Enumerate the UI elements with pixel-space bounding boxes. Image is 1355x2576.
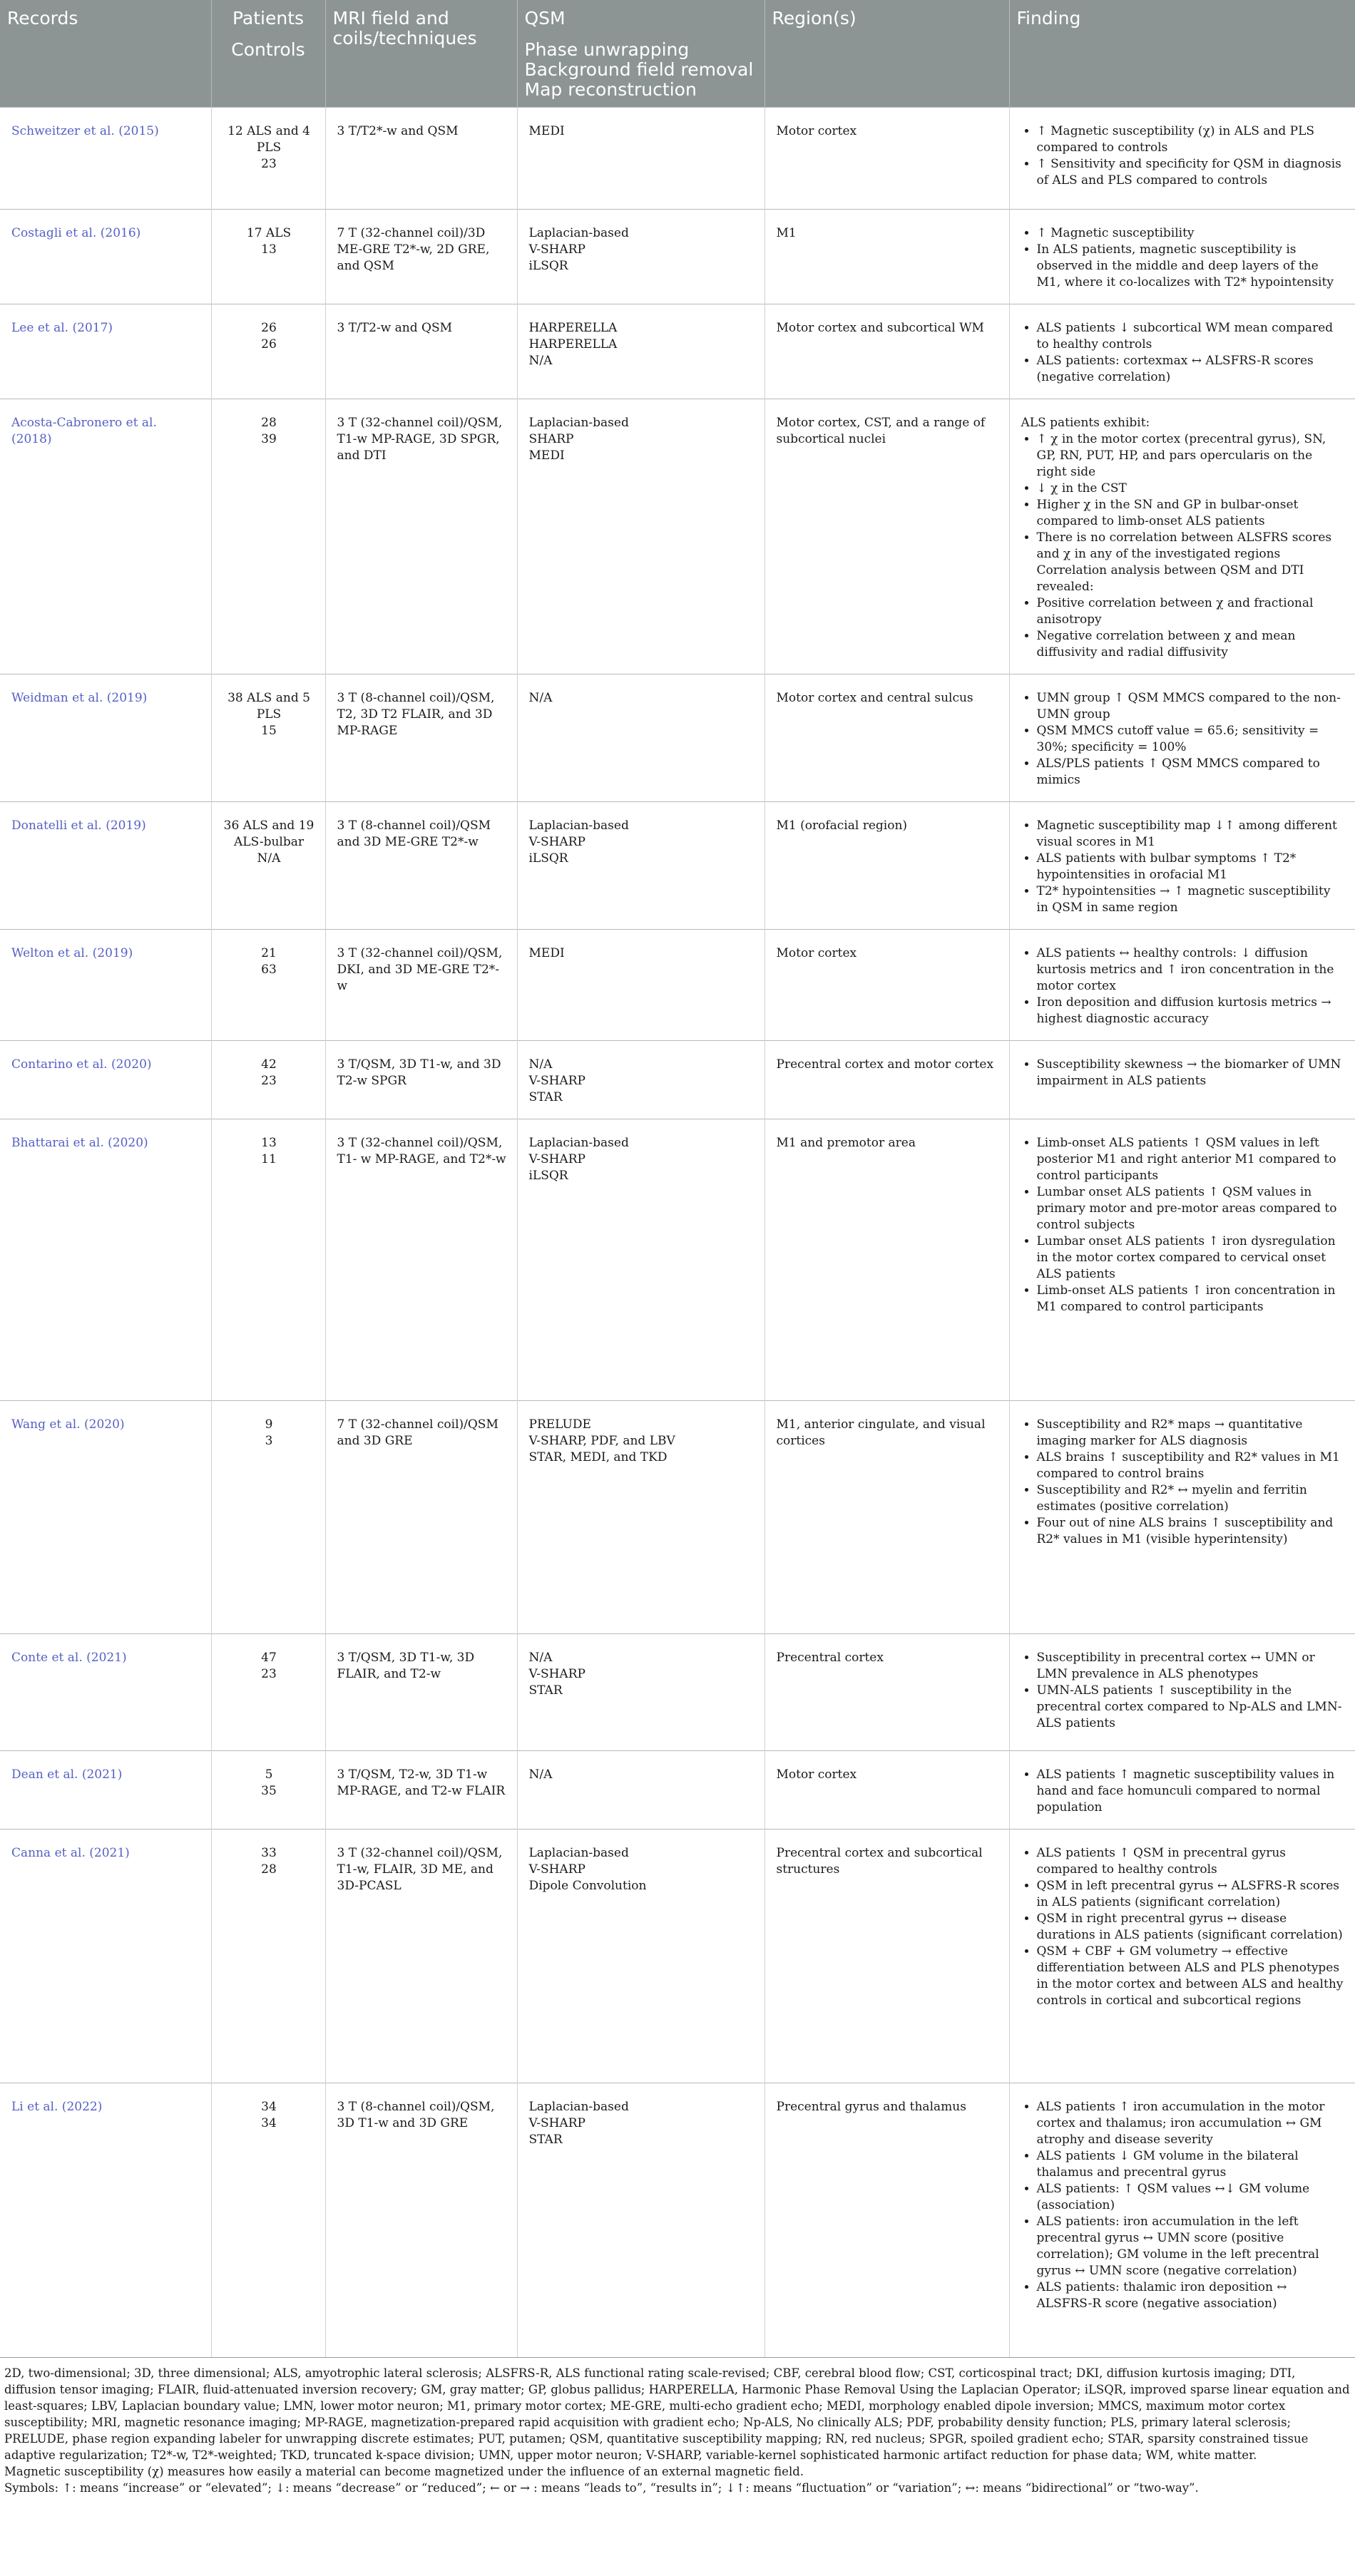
qsm-method: V-SHARP: [528, 835, 586, 849]
mri-cell: 3 T (32-channel coil)/QSM, T1- w MP-RAGE, and T2*-w: [325, 1119, 517, 1401]
table-row: [0, 108, 1355, 210]
finding-cell: [1009, 1751, 1355, 1830]
record-cell: [0, 1634, 211, 1751]
count-value: 5: [265, 1767, 273, 1782]
finding-item: • ↑ Magnetic susceptibility (χ) in ALS and PLS compared to controls: [1037, 123, 1346, 156]
header-qsm-title: QSM: [524, 8, 566, 29]
qsm-method: iLSQR: [528, 1169, 568, 1183]
qsm-method-cell: [517, 399, 765, 674]
qsm-method: Dipole Convolution: [528, 1879, 647, 1893]
qsm-method: iLSQR: [528, 259, 568, 273]
footnote-abbreviations: 2D, two-dimensional; 3D, three dimensional; ALS, amyotrophic lateral sclerosis; ALSFRS-R, ALS functional rating scale-revised; CBF, cerebral blood flow; CST, corticospinal tract; DKI, diffusion kurtosis imaging; DTI, diffusion tensor imaging; FLAIR, fluid-attenuated inversion recovery; GM, gray matter; GP, globus pallidus; HARPERELLA, Harmonic Phase Removal Using the Laplacian Operator; iLSQR, improved sparse linear equation and least-squares; LBV, Laplacian boundary value; LMN, lower motor neuron; M1, primary motor cortex; ME-GRE, multi-echo gradient echo; MEDI, morphology enabled dipole inversion; MMCS, maximum motor cortex susceptibility; MRI, magnetic resonance imaging; MP-RAGE, magnetization-prepared rapid acquisition with gradient echo; Np-ALS, No clinically ALS; PDF, probability density function; PLS, primary lateral sclerosis; PRELUDE, phase region expanding labeler for unwrapping discrete estimates; PUT, putamen; QSM, quantitative susceptibility mapping; RN, red nucleus; SPGR, spoiled gradient echo; STAR, sparsity constrained tissue adaptive regularization; T2*-w, T2*-weighted; TKD, truncated k-space division; UMN, upper motor neuron; V-SHARP, variable-kernel sophisticated harmonic artifact reduction for phase data; WM, white matter.: [4, 2366, 1350, 2462]
count-value: 63: [261, 963, 277, 977]
region-cell: Precentral cortex and subcortical structures: [765, 1830, 1009, 2083]
footnote-susceptibility: Magnetic susceptibility (χ) measures how easily a material can become magnetized under the influence of an external magnetic field.: [4, 2464, 804, 2478]
count-value: 23: [261, 1074, 277, 1088]
qsm-method: STAR: [528, 1683, 563, 1698]
count-value: 23: [261, 157, 277, 171]
qsm-method-cell: [517, 802, 765, 930]
finding-item: • There is no correlation between ALSFRS scores and χ in any of the investigated regions Correlation analysis between QSM and DTI revealed:: [1037, 530, 1346, 595]
qsm-method: N/A: [528, 354, 553, 368]
record-cell: [0, 1401, 211, 1634]
patients-controls-cell: [211, 1041, 325, 1119]
mri-cell: 7 T (32-channel coil)/QSM and 3D GRE: [325, 1401, 517, 1634]
region-cell: Motor cortex: [765, 930, 1009, 1041]
record-citation-link[interactable]: Welton et al. (2019): [11, 946, 133, 960]
finding-item: • UMN group ↑ QSM MMCS compared to the non-UMN group: [1037, 690, 1346, 723]
qsm-method-cell: [517, 1751, 765, 1830]
record-citation-link[interactable]: Weidman et al. (2019): [11, 691, 148, 705]
qsm-method: N/A: [528, 1767, 553, 1782]
finding-list: [1021, 1650, 1346, 1732]
patients-controls-cell: [211, 2083, 325, 2357]
qsm-method-cell: [517, 304, 765, 399]
finding-item: • Iron deposition and diffusion kurtosis metrics → highest diagnostic accuracy: [1037, 995, 1346, 1027]
qsm-method: V-SHARP: [528, 2116, 586, 2130]
table-row: [0, 304, 1355, 399]
finding-item: • ALS patients: ↑ QSM values ↔↓ GM volume (association): [1037, 2181, 1346, 2214]
qsm-method: HARPERELLA: [528, 321, 618, 335]
finding-cell: [1009, 210, 1355, 304]
record-cell: [0, 304, 211, 399]
qsm-method: V-SHARP: [528, 242, 586, 257]
region-cell: M1, anterior cingulate, and visual cortices: [765, 1401, 1009, 1634]
qsm-method-cell: [517, 1830, 765, 2083]
qsm-method: Laplacian-based: [528, 1136, 629, 1150]
record-citation-link[interactable]: Bhattarai et al. (2020): [11, 1136, 148, 1150]
finding-item: • QSM + CBF + GM volumetry → effective differentiation between ALS and PLS phenotypes in the motor cortex and between ALS and healthy controls in cortical and subcortical regions: [1037, 1944, 1346, 2009]
finding-list: [1021, 225, 1346, 291]
qsm-method: V-SHARP: [528, 1152, 586, 1166]
finding-item: • ALS patients ↑ magnetic susceptibility values in hand and face homunculi compared to normal population: [1037, 1767, 1346, 1816]
count-value: 38 ALS and 5 PLS: [227, 691, 310, 722]
region-cell: M1 and premotor area: [765, 1119, 1009, 1401]
header-regions: Region(s): [765, 0, 1009, 108]
qsm-method-cell: [517, 108, 765, 210]
qsm-method: STAR: [528, 1090, 563, 1104]
table-row: [0, 1041, 1355, 1119]
qsm-method: MEDI: [528, 448, 565, 463]
patients-controls-cell: [211, 1634, 325, 1751]
finding-item: • In ALS patients, magnetic susceptibility is observed in the middle and deep layers of the M1, where it co-localizes with T2* hypointensity: [1037, 242, 1346, 291]
qsm-method: SHARP: [528, 432, 574, 446]
region-cell: Motor cortex and central sulcus: [765, 674, 1009, 802]
finding-item: • Four out of nine ALS brains ↑ susceptibility and R2* values in M1 (visible hyperintensity): [1037, 1515, 1346, 1548]
mri-cell: 3 T (8-channel coil)/QSM, T2, 3D T2 FLAIR, and 3D MP-RAGE: [325, 674, 517, 802]
qsm-method: N/A: [528, 1651, 553, 1665]
qsm-method-cell: [517, 1041, 765, 1119]
record-citation-link[interactable]: Li et al. (2022): [11, 2100, 103, 2114]
count-value: 13: [261, 242, 277, 257]
finding-list: [1021, 320, 1346, 386]
count-value: 39: [261, 432, 277, 446]
patients-controls-cell: [211, 304, 325, 399]
count-value: 36 ALS and 19: [223, 819, 315, 833]
record-cell: [0, 1830, 211, 2083]
header-mri: MRI field and coils/techniques: [325, 0, 517, 108]
finding-item: • Susceptibility and R2* ↔ myelin and ferritin estimates (positive correlation): [1037, 1482, 1346, 1515]
patients-controls-cell: [211, 1119, 325, 1401]
patients-controls-cell: [211, 108, 325, 210]
finding-cell: [1009, 930, 1355, 1041]
footnote-symbols: Symbols: ↑: means “increase” or “elevated”; ↓: means “decrease” or “reduced”; ← or → : means “leads to”, “results in”; ↓↑: means “fluctuation” or “variation”; ↔: means “bidirectional” or “two-way”.: [4, 2480, 1199, 2495]
finding-cell: [1009, 802, 1355, 930]
region-cell: M1: [765, 210, 1009, 304]
qsm-method: N/A: [528, 1057, 553, 1072]
qsm-method-cell: [517, 1119, 765, 1401]
finding-item: • Lumbar onset ALS patients ↑ QSM values in primary motor and pre-motor areas compared to control subjects: [1037, 1184, 1346, 1233]
qsm-method-cell: [517, 674, 765, 802]
count-value: 3: [265, 1434, 273, 1448]
qsm-method: STAR, MEDI, and TKD: [528, 1450, 668, 1464]
mri-cell: 3 T (32-channel coil)/QSM, DKI, and 3D ME-GRE T2*-w: [325, 930, 517, 1041]
table-row: [0, 1830, 1355, 2083]
record-cell: [0, 674, 211, 802]
record-citation-link[interactable]: Donatelli et al. (2019): [11, 819, 146, 833]
table-row: [0, 210, 1355, 304]
record-cell: [0, 108, 211, 210]
table-body: [0, 108, 1355, 2357]
mri-cell: 3 T/QSM, 3D T1-w, and 3D T2-w SPGR: [325, 1041, 517, 1119]
finding-item: • UMN-ALS patients ↑ susceptibility in the precentral cortex compared to Np-ALS and LMN-ALS patients: [1037, 1683, 1346, 1732]
table-row: [0, 802, 1355, 930]
region-cell: Motor cortex and subcortical WM: [765, 304, 1009, 399]
count-value: 26: [261, 337, 277, 351]
mri-cell: 3 T (32-channel coil)/QSM, T1-w, FLAIR, 3D ME, and 3D-PCASL: [325, 1830, 517, 2083]
qsm-method: V-SHARP: [528, 1667, 586, 1681]
header-qsm-sub: Map reconstruction: [524, 79, 697, 100]
finding-item: • ALS patients: thalamic iron deposition ↔ ALSFRS-R score (negative association): [1037, 2279, 1346, 2312]
count-value: 12 ALS and 4 PLS: [227, 124, 310, 155]
finding-item: • Limb-onset ALS patients ↑ QSM values in left posterior M1 and right anterior M1 compared to control participants: [1037, 1135, 1346, 1184]
patients-controls-cell: [211, 1830, 325, 2083]
count-value: 34: [261, 2116, 277, 2130]
finding-item: • T2* hypointensities → ↑ magnetic susceptibility in QSM in same region: [1037, 883, 1346, 916]
region-cell: Motor cortex: [765, 1751, 1009, 1830]
finding-item: • ALS patients: iron accumulation in the left precentral gyrus ↔ UMN score (positive correlation); GM volume in the left precentral gyrus ↔ UMN score (negative correlation): [1037, 2214, 1346, 2279]
table-row: [0, 1751, 1355, 1830]
mri-cell: 3 T (8-channel coil)/QSM and 3D ME-GRE T2*-w: [325, 802, 517, 930]
finding-cell: [1009, 1634, 1355, 1751]
count-value: 33: [261, 1846, 277, 1860]
header-patients-controls: [211, 0, 325, 108]
patients-controls-cell: [211, 210, 325, 304]
finding-item: • ↑ Sensitivity and specificity for QSM in diagnosis of ALS and PLS compared to controls: [1037, 156, 1346, 189]
record-citation-link[interactable]: Wang et al. (2020): [11, 1417, 125, 1432]
mri-cell: 3 T (32-channel coil)/QSM, T1-w MP-RAGE, 3D SPGR, and DTI: [325, 399, 517, 674]
mri-cell: 3 T (8-channel coil)/QSM, 3D T1-w and 3D GRE: [325, 2083, 517, 2357]
finding-list: [1021, 690, 1346, 789]
record-cell: [0, 399, 211, 674]
table-row: [0, 2083, 1355, 2357]
count-value: 17 ALS: [246, 226, 292, 240]
finding-list: [1021, 123, 1346, 189]
record-citation-link[interactable]: Dean et al. (2021): [11, 1767, 123, 1782]
qsm-method: V-SHARP: [528, 1074, 586, 1088]
finding-cell: [1009, 2083, 1355, 2357]
finding-item: • ALS patients ↓ GM volume in the bilateral thalamus and precentral gyrus: [1037, 2148, 1346, 2181]
finding-item: • ALS patients ↑ QSM in precentral gyrus compared to healthy controls: [1037, 1845, 1346, 1878]
finding-item: • Positive correlation between χ and fractional anisotropy: [1037, 595, 1346, 628]
finding-item: • QSM in left precentral gyrus ↔ ALSFRS-R scores in ALS patients (significant correlation): [1037, 1878, 1346, 1911]
finding-item: • QSM in right precentral gyrus ↔ disease durations in ALS patients (significant correlation): [1037, 1911, 1346, 1944]
finding-item: • ↓ χ in the CST: [1037, 481, 1346, 497]
qsm-method: Laplacian-based: [528, 226, 629, 240]
finding-list: [1021, 1767, 1346, 1816]
mri-cell: 3 T/QSM, T2-w, 3D T1-w MP-RAGE, and T2-w FLAIR: [325, 1751, 517, 1830]
count-value: 35: [261, 1784, 277, 1798]
finding-item: • ALS patients ↑ iron accumulation in the motor cortex and thalamus; iron accumulation ↔ GM atrophy and disease severity: [1037, 2099, 1346, 2148]
count-value: 26: [261, 321, 277, 335]
header-patients: Patients: [232, 8, 305, 29]
qsm-method: STAR: [528, 2133, 563, 2147]
record-cell: [0, 802, 211, 930]
qsm-method: V-SHARP, PDF, and LBV: [528, 1434, 675, 1448]
finding-item: • ALS/PLS patients ↑ QSM MMCS compared to mimics: [1037, 756, 1346, 789]
count-value: 47: [261, 1651, 277, 1665]
finding-cell: [1009, 1119, 1355, 1401]
finding-item: • ↑ χ in the motor cortex (precentral gyrus), SN, GP, RN, PUT, HP, and pars opercularis on the right side: [1037, 431, 1346, 481]
mri-cell: 3 T/T2-w and QSM: [325, 304, 517, 399]
header-finding: Finding: [1009, 0, 1355, 108]
region-cell: M1 (orofacial region): [765, 802, 1009, 930]
count-value: ALS-bulbar: [234, 835, 304, 849]
qsm-method: Laplacian-based: [528, 2100, 629, 2114]
qsm-method: iLSQR: [528, 851, 568, 866]
finding-item: • Higher χ in the SN and GP in bulbar-onset compared to limb-onset ALS patients: [1037, 497, 1346, 530]
qsm-method: Laplacian-based: [528, 1846, 629, 1860]
patients-controls-cell: [211, 1751, 325, 1830]
finding-cell: [1009, 304, 1355, 399]
record-citation-link[interactable]: Costagli et al. (2016): [11, 226, 141, 240]
record-cell: [0, 210, 211, 304]
finding-list: [1021, 1845, 1346, 2009]
table-header: [0, 0, 1355, 108]
record-citation-link[interactable]: Schweitzer et al. (2015): [11, 124, 159, 138]
count-value: 13: [261, 1136, 277, 1150]
region-cell: Precentral cortex and motor cortex: [765, 1041, 1009, 1119]
table-row: [0, 674, 1355, 802]
finding-list: [1021, 1417, 1346, 1548]
patients-controls-cell: [211, 674, 325, 802]
record-citation-link[interactable]: Acosta-Cabronero et al. (2018): [11, 416, 157, 446]
finding-item: • ALS brains ↑ susceptibility and R2* values in M1 compared to control brains: [1037, 1449, 1346, 1482]
record-cell: [0, 1119, 211, 1401]
finding-list: [1021, 818, 1346, 916]
patients-controls-cell: [211, 802, 325, 930]
header-records: Records: [0, 0, 211, 108]
finding-cell: [1009, 674, 1355, 802]
finding-item: • ALS patients with bulbar symptoms ↑ T2* hypointensities in orofacial M1: [1037, 851, 1346, 883]
finding-item: • Susceptibility in precentral cortex ↔ UMN or LMN prevalence in ALS phenotypes: [1037, 1650, 1346, 1683]
count-value: 23: [261, 1667, 277, 1681]
table-row: [0, 399, 1355, 674]
record-citation-link[interactable]: Lee et al. (2017): [11, 321, 113, 335]
mri-cell: 7 T (32-channel coil)/3D ME-GRE T2*-w, 2D GRE, and QSM: [325, 210, 517, 304]
qsm-method: V-SHARP: [528, 1862, 586, 1877]
patients-controls-cell: [211, 930, 325, 1041]
record-citation-link[interactable]: Conte et al. (2021): [11, 1651, 127, 1665]
patients-controls-cell: [211, 399, 325, 674]
finding-item: • Lumbar onset ALS patients ↑ iron dysregulation in the motor cortex compared to cervical onset ALS patients: [1037, 1233, 1346, 1283]
qsm-method: Laplacian-based: [528, 416, 629, 430]
finding-intro: ALS patients exhibit:: [1021, 416, 1150, 430]
finding-list: [1021, 2099, 1346, 2312]
finding-item: • QSM MMCS cutoff value = 65.6; sensitivity = 30%; specificity = 100%: [1037, 723, 1346, 756]
finding-item: • Susceptibility and R2* maps → quantitative imaging marker for ALS diagnosis: [1037, 1417, 1346, 1449]
finding-item: • ↑ Magnetic susceptibility: [1037, 225, 1346, 242]
qsm-method: PRELUDE: [528, 1417, 591, 1432]
count-value: 28: [261, 1862, 277, 1877]
finding-cell: [1009, 1041, 1355, 1119]
table-row: [0, 1401, 1355, 1634]
table-row: [0, 1634, 1355, 1751]
finding-list: [1021, 945, 1346, 1027]
qsm-method: HARPERELLA: [528, 337, 618, 351]
count-value: 34: [261, 2100, 277, 2114]
header-qsm-sub: Background field removal: [524, 59, 754, 80]
header-qsm: [517, 0, 765, 108]
region-cell: Motor cortex: [765, 108, 1009, 210]
qsm-method-cell: [517, 210, 765, 304]
finding-item: • Limb-onset ALS patients ↑ iron concentration in M1 compared to control participants: [1037, 1283, 1346, 1315]
qsm-method: MEDI: [528, 124, 565, 138]
qsm-method-cell: [517, 930, 765, 1041]
finding-item: • ALS patients ↔ healthy controls: ↓ diffusion kurtosis metrics and ↑ iron concentration in the motor cortex: [1037, 945, 1346, 995]
finding-cell: [1009, 1830, 1355, 2083]
record-cell: [0, 2083, 211, 2357]
finding-cell: [1009, 399, 1355, 674]
region-cell: Precentral cortex: [765, 1634, 1009, 1751]
count-value: 15: [261, 724, 277, 738]
header-qsm-sub: Phase unwrapping: [524, 39, 690, 60]
patients-controls-cell: [211, 1401, 325, 1634]
count-value: 11: [261, 1152, 277, 1166]
finding-item: • Susceptibility skewness → the biomarker of UMN impairment in ALS patients: [1037, 1057, 1346, 1089]
mri-cell: 3 T/T2*-w and QSM: [325, 108, 517, 210]
finding-cell: [1009, 1401, 1355, 1634]
record-citation-link[interactable]: Canna et al. (2021): [11, 1846, 130, 1860]
record-citation-link[interactable]: Contarino et al. (2020): [11, 1057, 152, 1072]
record-cell: [0, 1041, 211, 1119]
table-row: [0, 930, 1355, 1041]
count-value: 42: [261, 1057, 277, 1072]
qsm-method-cell: [517, 1634, 765, 1751]
qsm-method-cell: [517, 2083, 765, 2357]
finding-item: • Magnetic susceptibility map ↓↑ among different visual scores in M1: [1037, 818, 1346, 851]
finding-cell: [1009, 108, 1355, 210]
finding-item: • Negative correlation between χ and mean diffusivity and radial diffusivity: [1037, 628, 1346, 661]
record-cell: [0, 930, 211, 1041]
record-cell: [0, 1751, 211, 1830]
finding-item: • ALS patients: cortexmax ↔ ALSFRS-R scores (negative correlation): [1037, 353, 1346, 386]
finding-list: [1021, 1135, 1346, 1315]
region-cell: Precentral gyrus and thalamus: [765, 2083, 1009, 2357]
mri-cell: 3 T/QSM, 3D T1-w, 3D FLAIR, and T2-w: [325, 1634, 517, 1751]
finding-list: [1021, 1057, 1346, 1089]
table-footnotes: [0, 2357, 1355, 2496]
count-value: 28: [261, 416, 277, 430]
finding-item: • ALS patients ↓ subcortical WM mean compared to healthy controls: [1037, 320, 1346, 353]
count-value: 9: [265, 1417, 273, 1432]
qsm-method: Laplacian-based: [528, 819, 629, 833]
count-value: N/A: [257, 851, 281, 866]
header-controls: Controls: [231, 39, 305, 60]
finding-list: [1021, 431, 1346, 661]
count-value: 21: [261, 946, 277, 960]
qsm-method: N/A: [528, 691, 553, 705]
qsm-method-cell: [517, 1401, 765, 1634]
table-row: [0, 1119, 1355, 1401]
qsm-method: MEDI: [528, 946, 565, 960]
region-cell: Motor cortex, CST, and a range of subcortical nuclei: [765, 399, 1009, 674]
